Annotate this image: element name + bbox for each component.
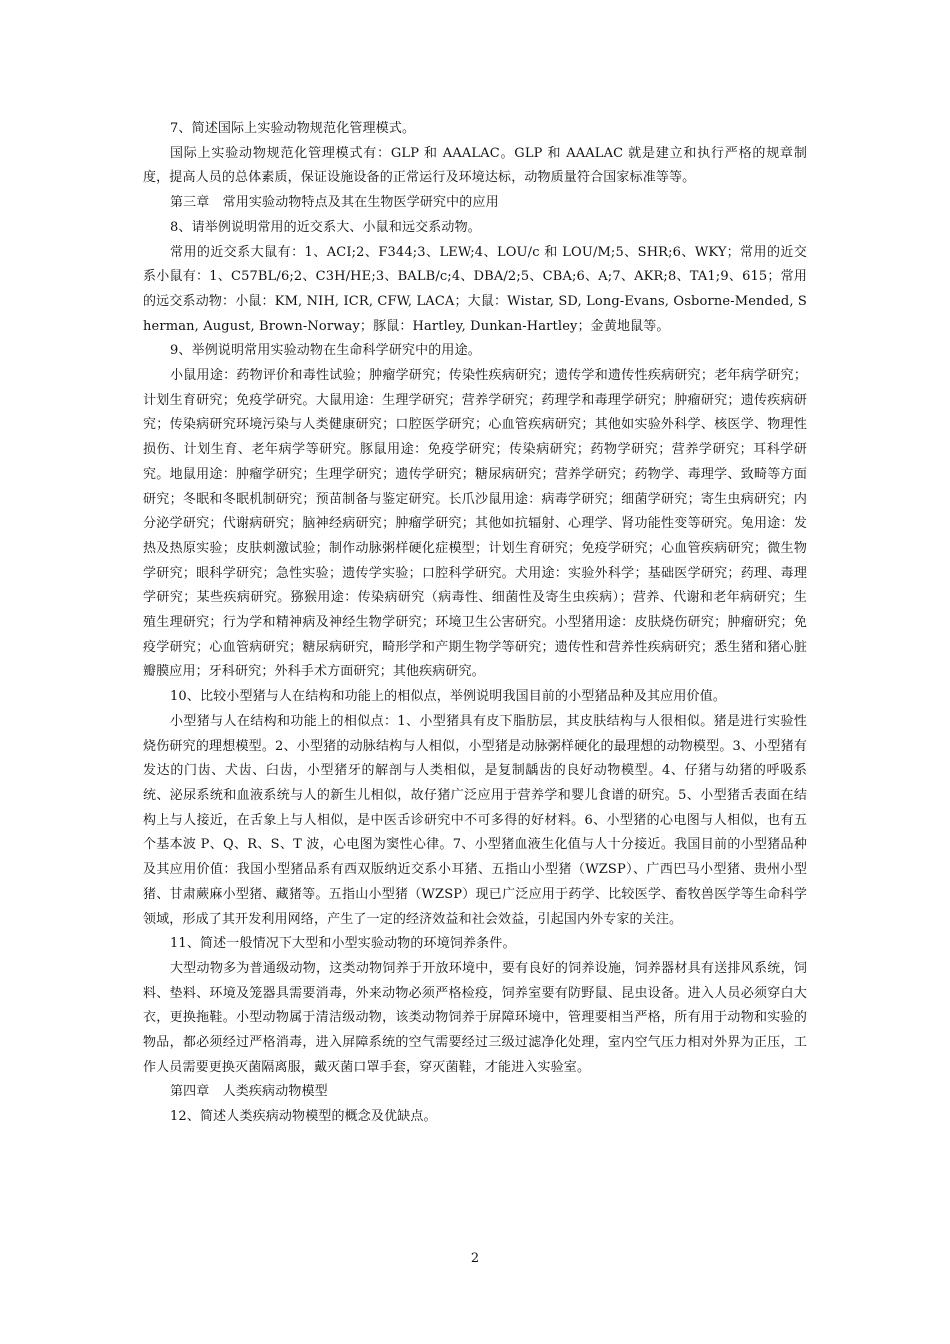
question-11: 11、简述一般情况下大型和小型实验动物的环境饲养条件。 bbox=[170, 936, 516, 952]
page-body bbox=[143, 117, 807, 1130]
question-12: 12、简述人类疾病动物模型的概念及优缺点。 bbox=[170, 1109, 437, 1125]
page-number: 2 bbox=[470, 1251, 480, 1266]
answer-9: 小鼠用途：药物评价和毒性试验；肿瘤学研究；传染性疾病研究；遗传学和遗传性疾病研究；老年病学研究；计划生育研究；免疫学研究。大鼠用途：生理学研究；营养学研究；药理学和毒理学研究；肿瘤研究；遗传疾病研究；传染病研究环境污染与人类健康研究；口腔医学研究；心血管疾病研究；其他如实验外科学、核医学、物理性损伤、计划生育、老年病学等研究。豚鼠用途：免疫学研究；传染病研究；药物学研究；营养学研究；耳科学研究。地鼠用途：肿瘤学研究；生理学研究；遗传学研究；糖尿病研究；营养学研究；药物学、毒理学、致畸等方面研究；冬眠和冬眠机制研究；预苗制备与鉴定研究。长爪沙鼠用途：病毒学研究；细菌学研究；寄生虫病研究；内分泌学研究；代谢病研究；脑神经病研究；肿瘤学研究；其他如抗辐射、心理学、肾功能性变等研究。兔用途：发热及热原实验；皮肤刺激试验；制作动脉粥样硬化症模型；计划生育研究；免疫学研究；心血管疾病研究；微生物学研究；眼科学研究；急性实验；遗传学实验；口腔科学研究。犬用途：实验外科学；基础医学研究；药理、毒理学研究；某些疾病研究。猕猴用途：传染病研究（病毒性、细菌性及寄生虫疾病）；营养、代谢和老年病研究；生殖生理研究；行为学和精神病及神经生物学研究；环境卫生公害研究。小型猪用途：皮肤烧伤研究；肿瘤研究；免疫学研究；心血管病研究；糖尿病研究，畸形学和产期生物学等研究；遗传性和营养性疾病研究；悉生猪和猪心脏瓣膜应用；牙科研究；外科手术方面研究；其他疾病研究。 bbox=[143, 368, 807, 680]
chapter-4-heading: 第四章 人类疾病动物模型 bbox=[170, 1084, 328, 1100]
chapter-3-heading: 第三章 常用实验动物特点及其在生物医学研究中的应用 bbox=[170, 195, 499, 211]
question-8: 8、请举例说明常用的近交系大、小鼠和远交系动物。 bbox=[170, 219, 481, 235]
question-7: 7、简述国际上实验动物规范化管理模式。 bbox=[170, 121, 416, 136]
answer-7: 国际上实验动物规范化管理模式有：GLP 和 AAALAC。GLP 和 AAALAC 就是建立和执行严格的规章制度，提高人员的总体素质，保证设施设备的正常运行及环境达标，动物质量符合国家标准等等。 bbox=[143, 145, 807, 186]
question-10: 10、比较小型猪与人在结构和功能上的相似点，举例说明我国目前的小型猪品种及其应用价值。 bbox=[170, 689, 726, 705]
answer-10: 小型猪与人在结构和功能上的相似点：1、小型猪具有皮下脂肪层，其皮肤结构与人很相似。猪是进行实验性烧伤研究的理想模型。2、小型猪的动脉结构与人相似，小型猪是动脉粥样硬化的最理想的动物模型。3、小型猪有发达的门齿、犬齿、臼齿，小型猪牙的解剖与人类相似，是复制龋齿的良好动物模型。4、仔猪与幼猪的呼吸系统、泌尿系统和血液系统与人的新生儿相似，故仔猪广泛应用于营养学和婴儿食谱的研究。5、小型猪舌表面在结构上与人接近，在舌象上与人相似，是中医舌诊研究中不可多得的好材料。6、小型猪的心电图与人相似，也有五个基本波 P、Q、R、S、T 波，心电图为窦性心律。7、小型猪血液生化值与人十分接近。我国目前的小型猪品种及其应用价值：我国小型猪品系有西双版纳近交系小耳猪、五指山小型猪（WZSP）、广西巴马小型猪、贵州小型猪、甘肃蕨麻小型猪、藏猪等。五指山小型猪（WZSP）现已广泛应用于药学、比较医学、畜牧兽医学等生命科学领域，形成了其开发利用网络，产生了一定的经济效益和社会效益，引起国内外专家的关注。 bbox=[143, 713, 807, 927]
answer-8: 常用的近交系大鼠有：1、ACI;2、F344;3、LEW;4、LOU/c 和 LOU/M;5、SHR;6、WKY；常用的近交系小鼠有：1、C57BL/6;2、C3H/HE;3、BALB/c;4、DBA/2;5、CBA;6、A;7、AKR;8、TA1;9、615；常用的远交系动物：小鼠：KM, NIH, ICR, CFW, LACA；大鼠：Wistar, SD, Long-Evans, Osborne-Mended, Sherman, August, Brown-Norway；豚鼠：Hartley, Dunkan-Hartley；金黄地鼠等。 bbox=[143, 244, 807, 334]
answer-11: 大型动物多为普通级动物，这类动物饲养于开放环境中，要有良好的饲养设施，饲养器材具有送排风系统，饲料、垫料、环境及笼器具需要消毒，外来动物必须严格检疫，饲养室要有防野鼠、昆虫设备。进入人员必须穿白大衣，更换拖鞋。小型动物属于清洁级动物，该类动物饲养于屏障环境中，管理要相当严格，所有用于动物和实验的物品，都必须经过严格消毒，进入屏障系统的空气需要经过三级过滤净化处理，室内空气压力相对外界为正压，工作人员需要更换灭菌隔离服，戴灭菌口罩手套，穿灭菌鞋，才能进入实验室。 bbox=[143, 960, 807, 1075]
question-9: 9、举例说明常用实验动物在生命科学研究中的用途。 bbox=[170, 343, 481, 359]
